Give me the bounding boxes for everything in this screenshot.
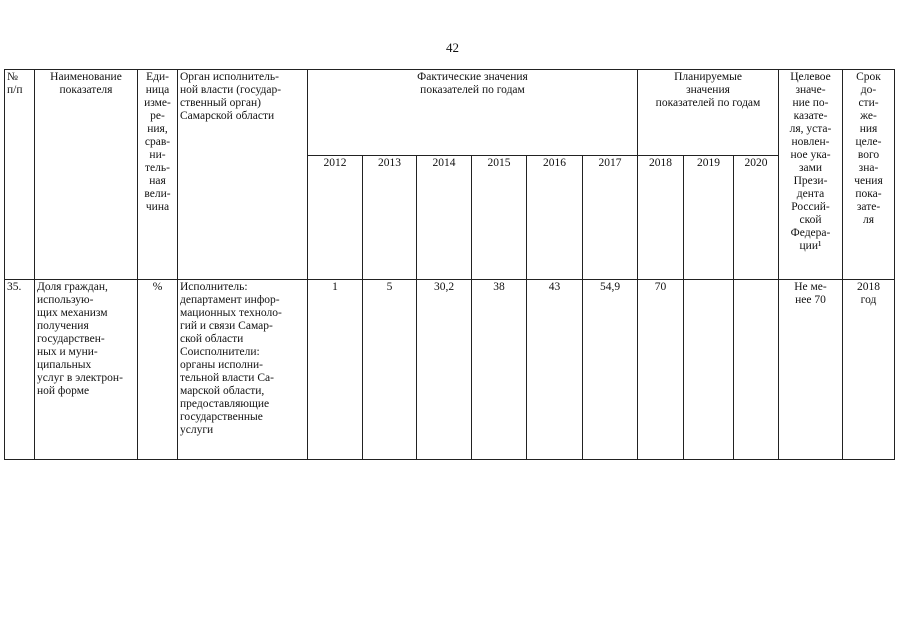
row-executive-body: Исполнитель: департамент инфор- мационных техноло- гий и связи Самар- ской области Соисполнители: органы исполни- тельной власти Са- марской области, предоставляющие государственные услуги [178, 280, 308, 460]
row-value-2013: 5 [363, 280, 417, 460]
header-year-2020: 2020 [734, 156, 779, 280]
header-executive-body: Орган исполнитель- ной власти (государ- ственный орган) Самарской области [178, 70, 308, 280]
header-year-2017: 2017 [583, 156, 638, 280]
header-year-2019: 2019 [684, 156, 734, 280]
header-year-2012: 2012 [308, 156, 363, 280]
row-target-value: Не ме- нее 70 [779, 280, 843, 460]
row-value-2019 [684, 280, 734, 460]
row-number: 35. [5, 280, 35, 460]
row-value-2017: 54,9 [583, 280, 638, 460]
row-deadline: 2018 год [843, 280, 895, 460]
header-year-2016: 2016 [527, 156, 583, 280]
table-row [5, 280, 895, 460]
row-value-2020 [734, 280, 779, 460]
header-actual-values: Фактические значения показателей по годам [308, 70, 638, 156]
header-unit: Еди- ница изме- ре- ния, срав- ни- тель- ная вели- чина [138, 70, 178, 280]
header-year-2014: 2014 [417, 156, 472, 280]
row-unit: % [138, 280, 178, 460]
row-value-2016: 43 [527, 280, 583, 460]
header-indicator-name: Наименование показателя [35, 70, 138, 280]
row-value-2018: 70 [638, 280, 684, 460]
row-value-2012: 1 [308, 280, 363, 460]
header-year-2015: 2015 [472, 156, 527, 280]
header-year-2018: 2018 [638, 156, 684, 280]
indicator-table [4, 69, 895, 460]
header-number: № п/п [5, 70, 35, 280]
row-value-2014: 30,2 [417, 280, 472, 460]
page-number: 42 [446, 40, 459, 55]
header-target-value: Целевое значе- ние по- казате- ля, уста- новлен- ное ука- зами Прези- дента Россий- ской Федера- ции¹ [779, 70, 843, 280]
row-value-2015: 38 [472, 280, 527, 460]
header-deadline: Срок до- сти- же- ния целе- вого зна- чения пока- зате- ля [843, 70, 895, 280]
header-planned-values: Планируемые значения показателей по годам [638, 70, 779, 156]
header-year-2013: 2013 [363, 156, 417, 280]
row-indicator-name: Доля граждан, использую- щих механизм получения государствен- ных и муни- ципальных услуг в электрон- ной форме [35, 280, 138, 460]
